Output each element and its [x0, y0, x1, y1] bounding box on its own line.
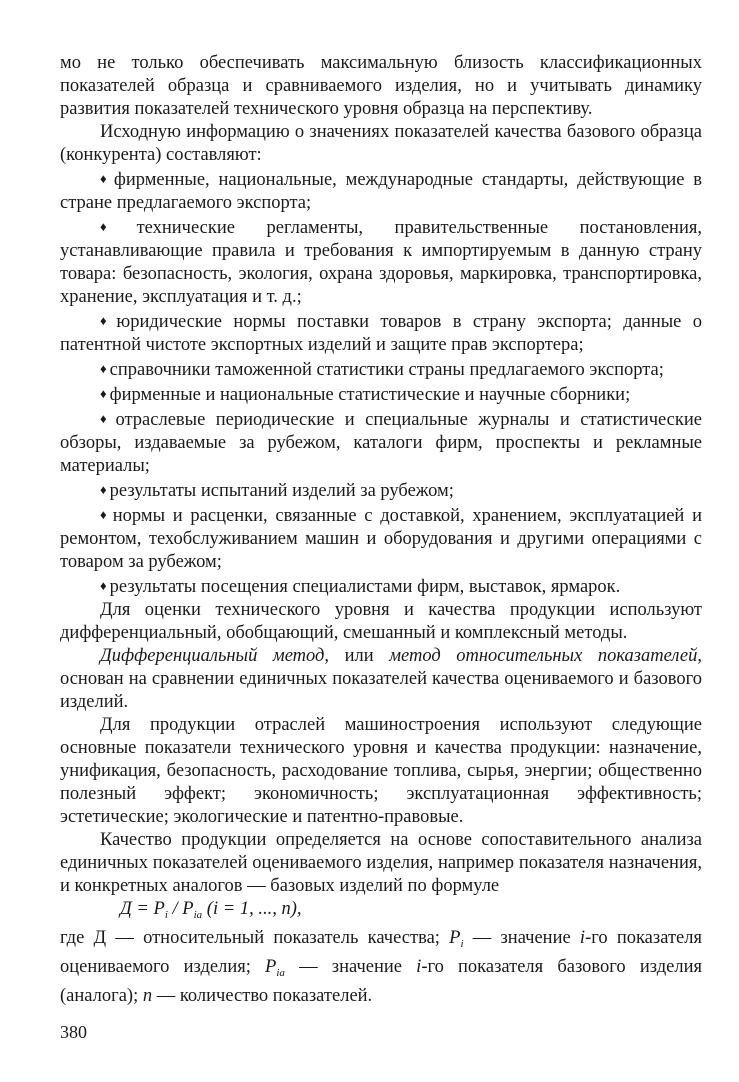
- where-sub-i: i: [460, 938, 464, 950]
- where-p1: P: [449, 928, 461, 948]
- paragraph-quality: Качество продукции определяется на основе сопоставительного анализа единичных показателей оцениваемого изделия, например показателя назначения, и конкретных аналогов — базовых изделий по формуле: [60, 830, 702, 896]
- term-relative: метод относительных показателей: [389, 646, 698, 666]
- bullet-item: [60, 309, 702, 357]
- bullet-item: [60, 478, 702, 503]
- diamond-bullet-icon: ♦: [100, 386, 107, 401]
- where-d: — значение: [284, 957, 417, 977]
- diamond-bullet-icon: ♦: [100, 171, 111, 186]
- where-p2: P: [265, 957, 277, 977]
- bullet-item: [60, 215, 702, 309]
- bullet-text: отраслевые периодические и специальные журналы и статистические обзоры, издаваемые за рубежом, каталоги фирм, проспекты и рекламные материалы;: [60, 410, 702, 476]
- bullet-text: фирменные и национальные статистические и научные сборники;: [109, 385, 631, 405]
- formula-slash: /: [167, 899, 183, 919]
- page-number: 380: [60, 1022, 87, 1042]
- bullet-item: [60, 574, 702, 599]
- bullet-item: [60, 167, 702, 215]
- page-body: [60, 52, 702, 1008]
- where-a: где Д — относительный показатель качества;: [60, 928, 450, 948]
- paragraph-continuation: мо не только обеспечивать максимальную близость классификационных показателей образца и сравниваемого изделия, но и учитывать динамику развития показателей технического уровня образца на перспективу.: [60, 53, 702, 119]
- paragraph-machinery: Для продукции отраслей машиностроения используют следующие основные показатели технического уровня и качества продукции: назначение, унификация, безопасность, расходование топлива, сырья, энергии; общественно полезный эффект; экономичность; эксплуатационная эффективность; эстетические; экологические и патентно-правовые.: [60, 715, 702, 827]
- bullet-text: фирменные, национальные, международные стандарты, действующие в стране предлагаемого экспорта;: [60, 170, 702, 213]
- bullet-item: [60, 407, 702, 478]
- bullet-item: [60, 357, 702, 382]
- bullet-item: [60, 503, 702, 574]
- formula-p2: P: [182, 899, 194, 919]
- where-c: -го показателя оцениваемого изделия;: [60, 928, 702, 977]
- where-n: n: [142, 986, 153, 1006]
- formula-lhs: Д =: [120, 899, 154, 919]
- bullet-list: [60, 167, 702, 599]
- where-i2: i: [416, 957, 422, 977]
- where-f: — количество показателей.: [152, 986, 373, 1006]
- term-differential: Дифференциальный метод: [100, 646, 325, 666]
- formula-sub-i: i: [164, 909, 168, 921]
- diamond-bullet-icon: ♦: [100, 507, 110, 522]
- where-e: -го показателя базового изделия (аналога);: [60, 957, 702, 1006]
- where-b: — значение: [463, 928, 580, 948]
- paragraph-where: [60, 927, 702, 1008]
- diamond-bullet-icon: ♦: [100, 482, 107, 497]
- formula: [60, 898, 702, 927]
- paragraph-intro: Исходную информацию о значениях показателей качества базового образца (конкурента) составляют:: [60, 122, 702, 165]
- bullet-text: результаты испытаний изделий за рубежом;: [109, 481, 454, 501]
- bullet-text: технические регламенты, правительственные постановления, устанавливающие правила и требования к импортируемым в данную страну товара: безопасность, экология, охрана здоровья, маркировка, транспортировка, хранение, эксплуатация и т. д.;: [60, 218, 702, 307]
- bullet-text: результаты посещения специалистами фирм, выставок, ярмарок.: [109, 577, 621, 597]
- diamond-bullet-icon: ♦: [100, 219, 134, 234]
- diff-rest: , основан на сравнении единичных показателей качества оцениваемого и базового изделий.: [60, 646, 702, 712]
- diamond-bullet-icon: ♦: [100, 313, 114, 328]
- formula-sub-ia: ia: [193, 909, 203, 921]
- where-sub-ia: ia: [276, 967, 285, 979]
- bullet-text: нормы и расценки, связанные с доставкой, хранением, эксплуатацией и ремонтом, техобслуживанием машин и оборудования и другими операциями с товаром за рубежом;: [60, 506, 702, 572]
- diamond-bullet-icon: ♦: [100, 361, 107, 376]
- formula-p1: P: [153, 899, 165, 919]
- formula-range: (i = 1, ..., n),: [202, 899, 302, 919]
- where-i1: i: [579, 928, 586, 948]
- bullet-item: [60, 382, 702, 407]
- diamond-bullet-icon: ♦: [100, 578, 107, 593]
- bullet-text: справочники таможенной статистики страны предлагаемого экспорта;: [109, 360, 664, 380]
- bullet-text: юридические нормы поставки товаров в страну экспорта; данные о патентной чистоте экспортных изделий и защите прав экспортера;: [60, 312, 702, 355]
- paragraph-differential: [60, 645, 702, 714]
- diamond-bullet-icon: ♦: [100, 411, 113, 426]
- paragraph-methods: Для оценки технического уровня и качества продукции используют дифференциальный, обобщающий, смешанный и комплексный методы.: [60, 600, 702, 643]
- diff-mid: , или: [324, 646, 390, 666]
